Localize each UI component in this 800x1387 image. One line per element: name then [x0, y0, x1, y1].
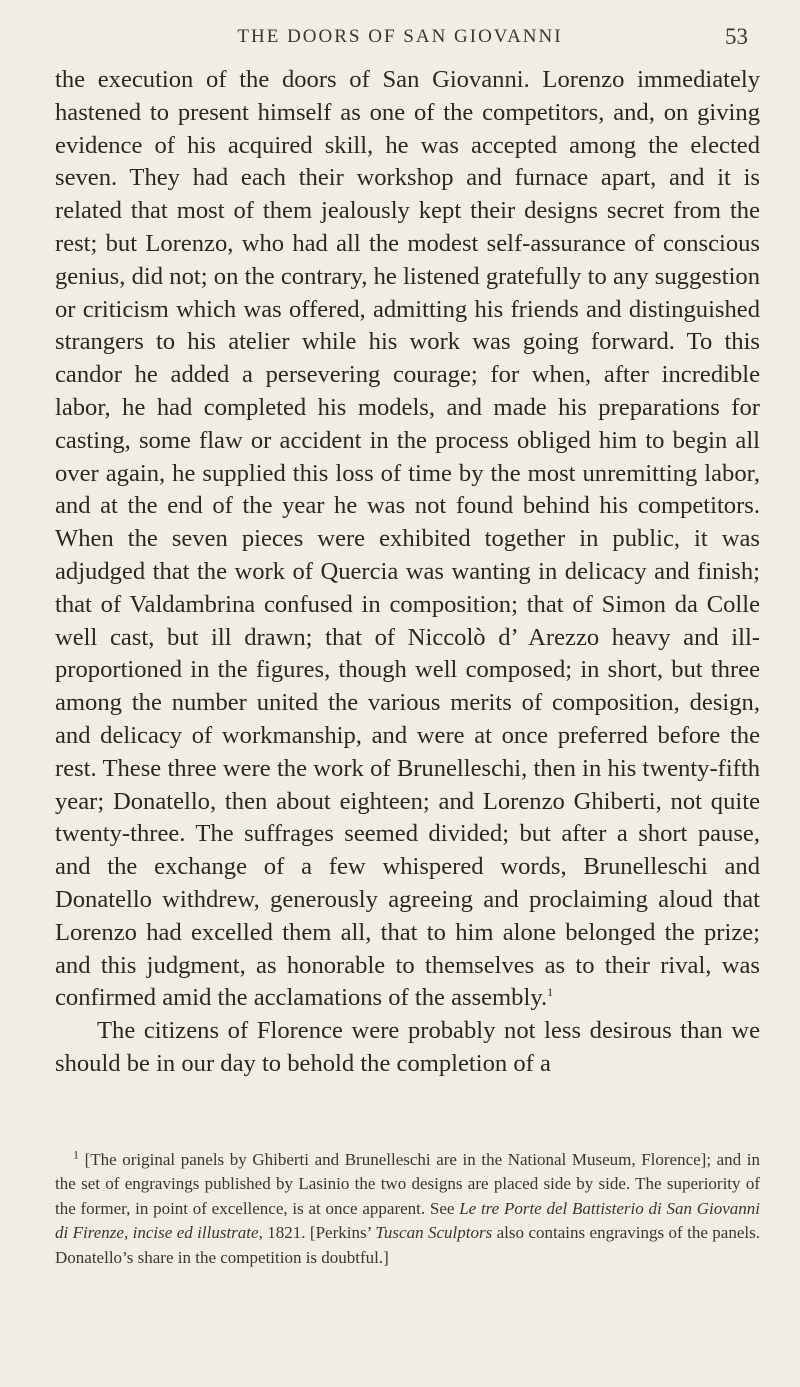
footnote-text: [The original panels by Ghiberti and Brunelleschi are in the National Museum, Florence]; and in the set of engravings published by Lasinio the two designs are placed side by side. The superiority of the former, in point of excellence, is at once apparent. See — [55, 1150, 760, 1218]
paragraph-text: The citizens of Florence were probably not less desirous than we should be in our day to behold the completion of a — [55, 1017, 760, 1077]
footnote-book-title: Tuscan Sculptors — [375, 1223, 493, 1243]
footnote-reference: 1 — [547, 985, 554, 1000]
footnotes — [55, 1148, 760, 1270]
footnote-text: also contains engravings of the panels. Donatello’s share in the competition is doubtful.] — [55, 1223, 760, 1267]
body-text — [55, 64, 760, 1081]
running-title: THE DOORS OF SAN GIOVANNI — [237, 26, 563, 47]
paragraph — [55, 1015, 760, 1081]
footnote — [55, 1148, 760, 1270]
page-number: 53 — [725, 24, 748, 49]
footnote-text: , 1821. [Perkins’ — [258, 1223, 371, 1243]
footnote-book-title: Le tre Porte del Battisterio di San Giovanni di Firenze, incise ed illustrate — [55, 1198, 761, 1243]
paragraph-text: the execution of the doors of San Giovanni. Lorenzo immediately hastened to present himself as one of the competitors, and, on giving evidence of his acquired skill, he was accepted among the elected seven. They had each their workshop and furnace apart, and it is related that most of them jealously kept their designs secret from the rest; but Lorenzo, who had all the modest self-assurance of conscious genius, did not; on the contrary, he listened gratefully to any suggestion or criticism which was offered, admitting his friends and distinguished strangers to his atelier while his work was going forward. To this candor he added a persevering courage; for when, after incredible labor, he had completed his models, and made his preparations for casting, some flaw or accident in the process obliged him to begin all over again, he supplied this loss of time by the most unremitting labor, and at the end of the year he was not found behind his competitors. When the seven pieces were exhibited together in public, it was adjudged that the work of Quercia was wanting in delicacy and finish; that of Valdambrina confused in composition; that of Simon da Colle well cast, but ill drawn; that of Niccolò d’ Arezzo heavy and ill-proportioned in the figures, though well composed; in short, but three among the number united the various merits of composition, design, and delicacy of workmanship, and were at once preferred before the rest. These three were the work of Brunelleschi, then in his twenty-fifth year; Donatello, then about eighteen; and Lorenzo Ghiberti, not quite twenty-three. The suffrages seemed divided; but after a short pause, and the exchange of a few whispered words, Brunelleschi and Donatello withdrew, generously agreeing and proclaiming aloud that Lorenzo had excelled them all, that to him alone belonged the prize; and this judgment, as honorable to themselves as to their rival, was confirmed amid the acclamations of the assembly. — [55, 66, 760, 1012]
footnote-marker: 1 — [73, 1147, 79, 1162]
paragraph — [55, 64, 760, 1015]
running-head — [0, 20, 800, 54]
